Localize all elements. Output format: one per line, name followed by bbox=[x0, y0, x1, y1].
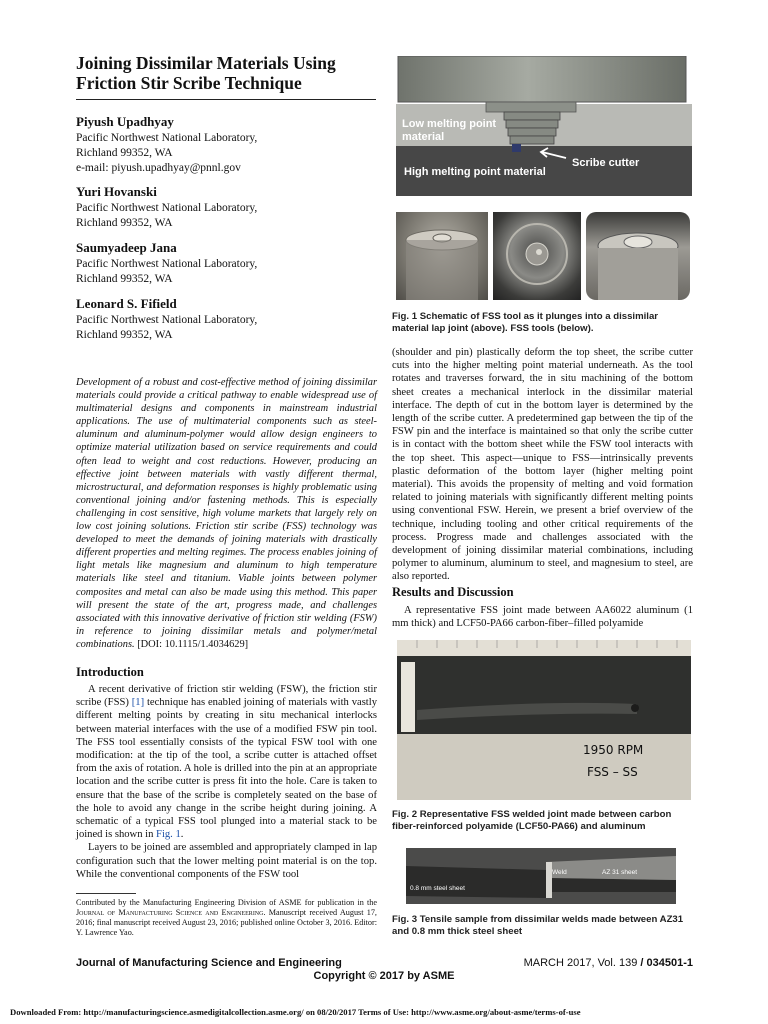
author-location: Richland 99352, WA bbox=[76, 217, 173, 229]
fss-tool-schematic bbox=[396, 56, 692, 204]
right-paragraph-1: (shoulder and pin) plastically deform the top sheet, the scribe cutter cuts into the higher melting point material underneath. As the tool rotates and traverses forward, the in situ machining of the bottom sheet creates a mechanical interlock in the dissimilar material interface. The depth of cut in the bottom layer is determined by the length of the scribe cutter. A predetermined gap between the tip of the FSW pin and the interface is maintained so that only the scribe cutter is in contact with the bottom sheet while the FSW tool interacts with the top sheet. This aspect—unique to FSS—intrinsically prevents plastic deformation of the bottom layer (higher melting point material). This avoids the propensity of melting and void formation related to joining materials with significantly different melting points using conventional FSW. Herein, we present a brief overview of the technique, including tooling and other critical requirements of the process. Progress made and challenges associated with the development of joining dissimilar material combinations, including polymer to aluminum, aluminum to steel, and magnesium to steel, are also reported. bbox=[392, 347, 693, 583]
intro-paragraph-2: Layers to be joined are assembled and appropriately clamped in lap configuration such that the lower melting point material is on the top. While the conventional components of the FSW tool bbox=[76, 842, 377, 880]
label-low-melting-2: material bbox=[402, 131, 445, 143]
author-location: Richland 99352, WA bbox=[76, 329, 173, 341]
right-column-body bbox=[392, 346, 693, 584]
abstract-text: Development of a robust and cost-effective method of joining dissimilar materials could provide a critical pathway to enable widespread use of multimaterial designs and components in mainstream industrial applications. The use of multimaterial components such as steel-aluminum and aluminum-polymer would allow design engineers to optimize material utilization based on service requirements and could often lead to weight and cost reductions. However, producing an effective joint between materials with vastly different thermal, microstructural, and deformation responses is highly problematic using conventional joining and/or fastening methods. This is especially challenging in cost sensitive, high volume markets that largely rely on low cost joining solutions. Friction stir scribe (FSS) technology was developed to meet the demands of joining materials with drastically different properties and melting regimes. The process enables joining of light metals like magnesium and aluminum to high temperature materials like steel and titanium. Viable joints between polymer composites and metal can also be made using this method. This paper will present the state of the art, progress made, and challenges associated with this innovative derivative of friction stir welding (FSW) in reference to joining dissimilar metals and polymer/metal combinations. bbox=[76, 377, 377, 650]
fss-tool-photo-3 bbox=[586, 212, 690, 300]
tool-photo-3-drawing bbox=[586, 212, 690, 300]
author-name: Yuri Hovanski bbox=[76, 184, 157, 199]
intro-text: technique has enabled joining of materials with vastly different melting points by creating in situ mechanical interlocks between material interfaces with the use of a modified FSW pin tool. The FSS tool essentially consists of the typical FSW tool with one modification: at the tip of the tool, a scribe cutter is attached offset from the axis of rotation. A hole is drilled into the pin at an appropriate location and the scribe cutter is press fit into the hole. Care is taken to ensure that the base of the scribe is completely seated on the base of the hole to avoid any change in the scribe height during joining. A schematic of a typical FSS tool plunged into a material stack to be joined is shown in bbox=[76, 697, 377, 841]
author-affiliation: Pacific Northwest National Laboratory, bbox=[76, 314, 258, 326]
label-scribe-cutter: Scribe cutter bbox=[572, 157, 640, 169]
handwriting-rpm: 1950 RPM bbox=[583, 743, 644, 757]
issue-separator: / bbox=[637, 957, 647, 969]
author-location: Richland 99352, WA bbox=[76, 273, 173, 285]
label-high-melting: High melting point material bbox=[404, 166, 546, 178]
label-weld: Weld bbox=[552, 869, 567, 876]
tool-pin bbox=[504, 112, 560, 144]
title-rule bbox=[76, 99, 376, 100]
footnote-journal: Journal of Manufacturing Science and Engineering bbox=[76, 908, 264, 917]
introduction-heading: Introduction bbox=[76, 665, 144, 679]
issue-text: MARCH 2017, Vol. 139 bbox=[523, 957, 638, 969]
abstract bbox=[76, 376, 377, 651]
figure-2-caption: Fig. 2 Representative FSS welded joint made between carbon fiber-reinforced polyamide (LCF50-PA66) and aluminum bbox=[392, 809, 672, 832]
journal-issue bbox=[512, 957, 693, 969]
results-body bbox=[392, 604, 693, 630]
journal-name: Journal of Manufacturing Science and Engineering bbox=[76, 957, 342, 969]
page-number: 034501-1 bbox=[646, 957, 693, 969]
figure-3-photo bbox=[406, 848, 676, 904]
author-block-2 bbox=[76, 183, 376, 231]
figure-1-schematic bbox=[396, 56, 692, 204]
fss-weld-photo bbox=[397, 640, 691, 800]
citation-link-1[interactable]: [1] bbox=[131, 697, 145, 709]
title-line-1: Joining Dissimilar Materials Using bbox=[76, 53, 336, 73]
footnote-text: Contributed by the Manufacturing Engineering Division of ASME for publication in the bbox=[76, 898, 377, 907]
intro-text: . bbox=[180, 829, 184, 841]
intro-text: A recent derivative of friction stir welding (FSW), the friction stir scribe (FSS) bbox=[76, 684, 377, 709]
author-affiliation: Pacific Northwest National Laboratory, bbox=[76, 132, 258, 144]
fss-tool-photo-2 bbox=[493, 212, 581, 300]
footnote-text: . Manuscript received August 17, 2016; final manuscript received August 23, 2016; published online October 3, 2016. Editor: Y. Lawrence Yao. bbox=[76, 908, 377, 937]
download-notice[interactable]: Downloaded From: http://manufacturingscience.asmedigitalcollection.asme.org/ on 08/20/2017 Terms of Use: http://www.asme.org/about-asme/terms-of-use bbox=[10, 1007, 581, 1017]
aluminum-sheet bbox=[397, 734, 691, 800]
author-name: Leonard S. Fifield bbox=[76, 296, 177, 311]
author-block-3 bbox=[76, 239, 376, 287]
title-line-2: Friction Stir Scribe Technique bbox=[76, 73, 302, 93]
author-affiliation: Pacific Northwest National Laboratory, bbox=[76, 202, 258, 214]
results-paragraph-1: A representative FSS joint made between AA6022 aluminum (1 mm thick) and LCF50-PA66 carbon-fiber–filled polyamide bbox=[392, 605, 693, 630]
author-name: Saumyadeep Jana bbox=[76, 240, 177, 255]
figure-link-1[interactable]: Fig. 1 bbox=[156, 829, 181, 841]
handwriting-fss: FSS – SS bbox=[587, 765, 638, 779]
introduction-body bbox=[76, 683, 377, 881]
tool-shoulder bbox=[398, 56, 686, 102]
fss-tool-photo-1 bbox=[396, 212, 488, 300]
figure-1-caption: Fig. 1 Schematic of FSS tool as it plunges into a dissimilar material lap joint (above). FSS tools (below). bbox=[392, 311, 659, 334]
author-location: Richland 99352, WA bbox=[76, 147, 173, 159]
label-low-melting: Low melting point bbox=[402, 118, 497, 130]
figure-3-caption: Fig. 3 Tensile sample from dissimilar welds made between AZ31 and 0.8 mm thick steel sheet bbox=[392, 914, 684, 937]
paper-title bbox=[76, 53, 376, 93]
intro-paragraph-1 bbox=[76, 683, 377, 841]
label-az31-sheet: AZ 31 sheet bbox=[602, 869, 638, 876]
author-block-1 bbox=[76, 113, 376, 176]
scribe-cutter-shape bbox=[512, 144, 521, 152]
results-heading: Results and Discussion bbox=[392, 585, 514, 599]
composite-sheet bbox=[397, 656, 691, 734]
tool-photo-1-drawing bbox=[396, 212, 488, 300]
figure-2-photo bbox=[397, 640, 691, 800]
tensile-sample-photo bbox=[406, 848, 676, 904]
author-name: Piyush Upadhyay bbox=[76, 114, 174, 129]
author-affiliation: Pacific Northwest National Laboratory, bbox=[76, 258, 258, 270]
doi[interactable]: [DOI: 10.1115/1.4034629] bbox=[137, 638, 249, 650]
footnote-rule bbox=[76, 893, 136, 894]
author-block-4 bbox=[76, 295, 376, 343]
footnote bbox=[76, 898, 377, 938]
copyright: Copyright © 2017 by ASME bbox=[313, 970, 455, 982]
label-steel-sheet: 0.8 mm steel sheet bbox=[410, 885, 465, 892]
tool-photo-2-drawing bbox=[493, 212, 581, 300]
author-email: e-mail: piyush.upadhyay@pnnl.gov bbox=[76, 162, 241, 174]
